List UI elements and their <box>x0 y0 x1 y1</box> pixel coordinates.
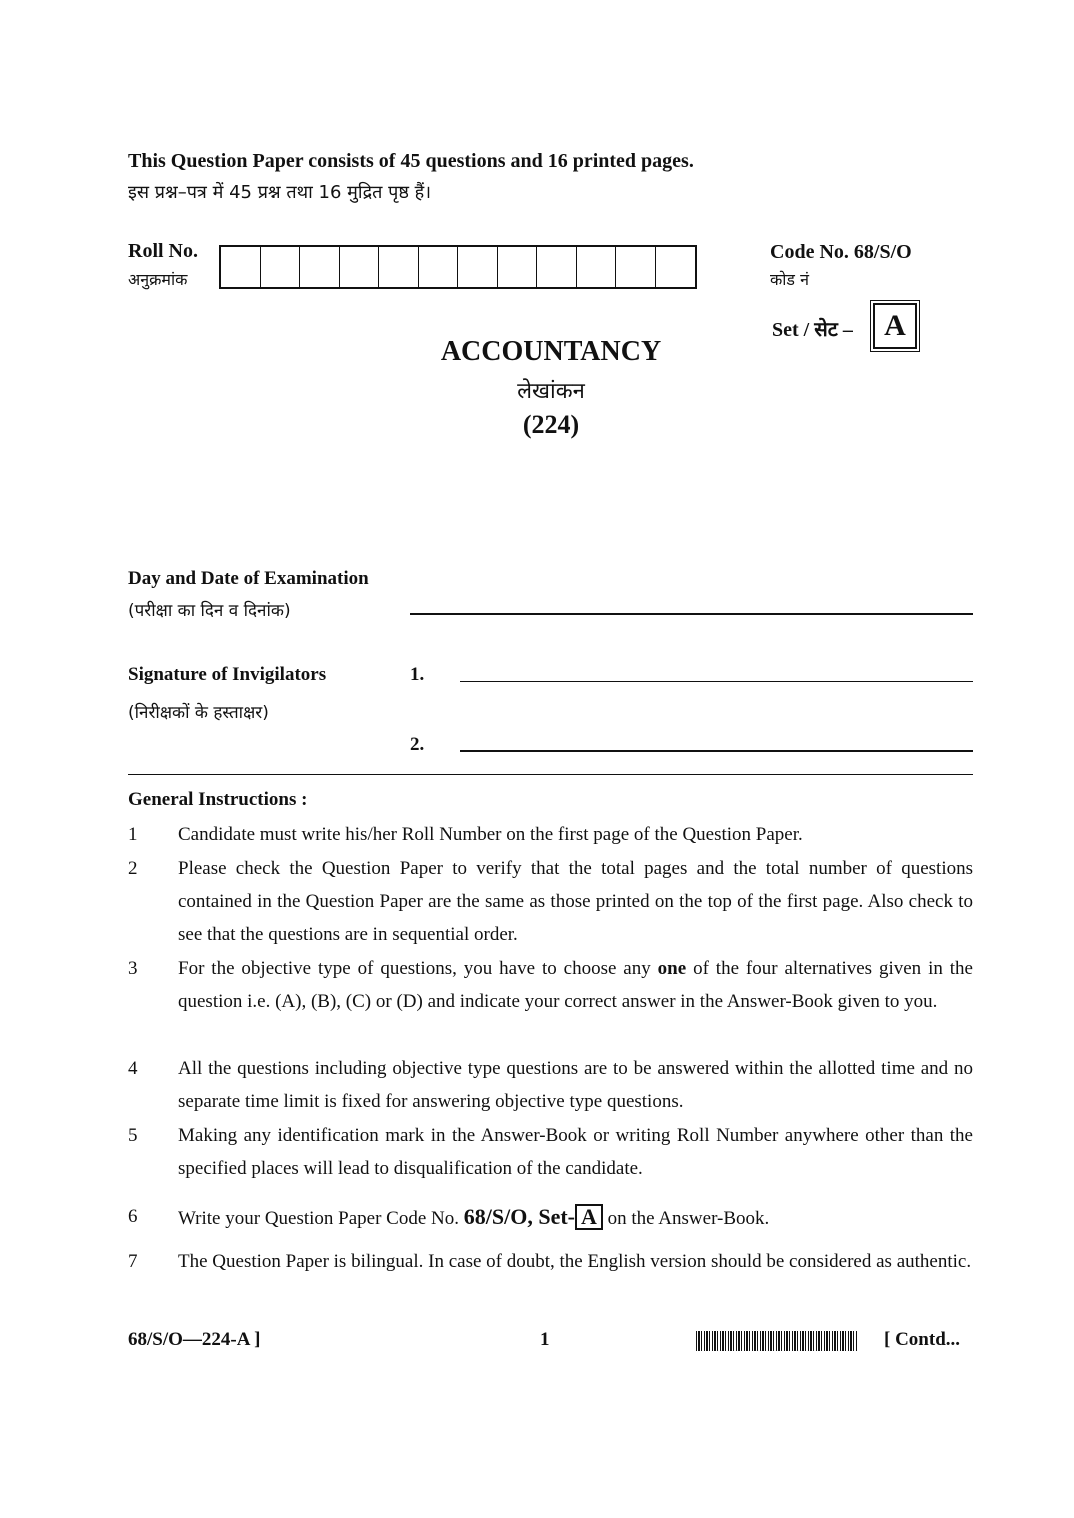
instruction-text: Write your Question Paper Code No. 68/S/O, Set- A on the Answer-Book. <box>178 1204 770 1229</box>
instruction-item <box>128 1200 973 1235</box>
instruction-item <box>128 852 973 951</box>
invigilator-signature-label: Signature of Invigilators <box>128 664 327 685</box>
general-instructions-title: General Instructions : <box>128 789 308 810</box>
exam-date-line[interactable] <box>410 613 973 615</box>
invigilator-2-line[interactable] <box>460 750 973 752</box>
instruction-text: For the objective type of questions, you have to choose any one of the four alternatives given in the question i.e. (A), (B), (C) or (D) and indicate your correct answer in the Answer-Book given to you. <box>178 958 973 1012</box>
barcode-image <box>696 1331 858 1351</box>
set-label: Set / सेट – <box>772 319 853 341</box>
subject-title: ACCOUNTANCY <box>440 336 662 367</box>
paper-info-hindi: इस प्रश्न–पत्र में 45 प्रश्न तथा 16 मुद्रित पृष्ठ हैं। <box>128 182 432 203</box>
instruction-number: 3 <box>128 958 138 979</box>
invigilator-signature-label-hindi: (निरीक्षकों के हस्ताक्षर) <box>128 703 269 723</box>
invigilator-1-line[interactable] <box>460 681 973 682</box>
code-number-label: Code No. 68/S/O <box>770 241 912 263</box>
subject-code: (224) <box>522 410 580 439</box>
subject-title-hindi: लेखांकन <box>517 379 585 404</box>
set-box: A <box>873 303 917 349</box>
instruction-item <box>128 1245 973 1278</box>
instruction-number: 5 <box>128 1125 138 1146</box>
instruction-number: 1 <box>128 824 138 845</box>
code-number-label-hindi: कोड नं <box>770 270 809 289</box>
instruction-text: All the questions including objective type questions are to be answered within the allotted time and no separate time limit is fixed for answering objective type questions. <box>178 1058 973 1112</box>
continued-label: [ Contd... <box>884 1329 961 1350</box>
roll-number-label-hindi: अनुक्रमांक <box>128 270 188 289</box>
roll-number-label: Roll No. <box>128 240 198 262</box>
instruction-number: 2 <box>128 858 138 879</box>
instruction-item <box>128 952 973 1018</box>
invigilator-2-number: 2. <box>410 734 425 755</box>
exam-date-label-hindi: (परीक्षा का दिन व दिनांक) <box>128 601 291 621</box>
instruction-number: 7 <box>128 1251 138 1272</box>
instruction-text: Candidate must write his/her Roll Number on the first page of the Question Paper. <box>178 824 803 845</box>
instruction-text: Please check the Question Paper to verify that the total pages and the total number of questions contained in the Question Paper are the same as those printed on the top of the first page. Also check to see that the questions are in sequential order. <box>178 858 973 945</box>
section-divider <box>128 774 973 775</box>
page-number: 1 <box>540 1329 550 1350</box>
instruction-number: 4 <box>128 1058 138 1079</box>
roll-number-boxes[interactable] <box>219 245 697 289</box>
instruction-item <box>128 1119 973 1185</box>
instruction-text: Making any identification mark in the Answer-Book or writing Roll Number anywhere other than the specified places will lead to disqualification of the candidate. <box>178 1125 973 1179</box>
set-inline-box: A <box>575 1204 603 1230</box>
instruction-text: The Question Paper is bilingual. In case of doubt, the English version should be considered as authentic. <box>178 1251 972 1272</box>
instruction-number: 6 <box>128 1206 138 1227</box>
instruction-item <box>128 1052 973 1118</box>
paper-info-english: This Question Paper consists of 45 questions and 16 printed pages. <box>128 150 694 172</box>
footer-paper-code: 68/S/O—224-A ] <box>128 1329 261 1350</box>
instruction-item <box>128 818 973 851</box>
exam-date-label: Day and Date of Examination <box>128 568 369 589</box>
invigilator-1-number: 1. <box>410 664 425 685</box>
